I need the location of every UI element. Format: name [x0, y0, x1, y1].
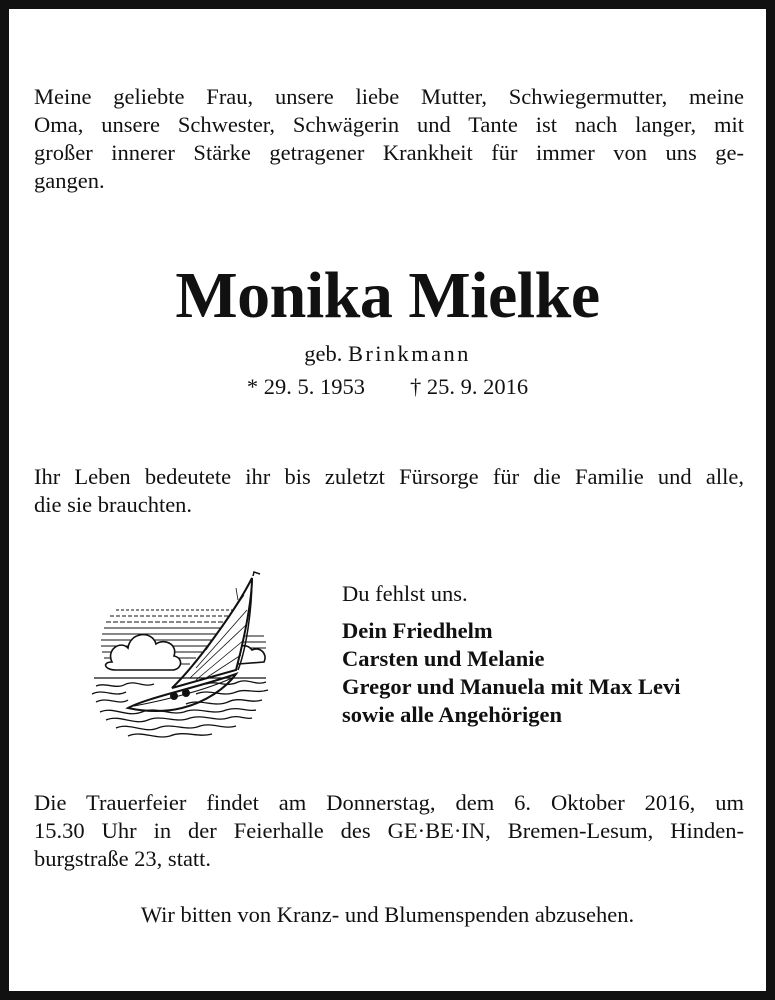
- deceased-name: Monika Mielke: [175, 259, 600, 332]
- signature-line: Dein Friedhelm: [342, 618, 493, 643]
- service-line: 15.30 Uhr in der Feierhalle des GE·BE·IN, Bremen-Lesum, Hinden-: [34, 818, 744, 843]
- life-paragraph: [34, 463, 744, 519]
- intro-line: gangen.: [34, 168, 105, 193]
- intro-line: großer innerer Stärke getragener Krankheit für immer von uns ge-: [34, 140, 744, 165]
- birth-date: * 29. 5. 1953: [246, 374, 365, 399]
- signoff-message: Du fehlst uns.: [342, 581, 468, 606]
- signoff-block: [342, 580, 681, 729]
- birth-name-prefix: geb.: [304, 341, 343, 366]
- intro-line: Oma, unsere Schwester, Schwägerin und Tante ist nach langer, mit: [34, 112, 744, 137]
- signature-line: sowie alle Angehörigen: [342, 702, 562, 727]
- signature-line: Gregor und Manuela mit Max Levi: [342, 674, 681, 699]
- intro-paragraph: [34, 83, 744, 195]
- sailboat-icon: [86, 570, 271, 745]
- life-line: Ihr Leben bedeutete ihr bis zuletzt Fürsorge für die Familie und alle,: [34, 464, 744, 489]
- flowers-note: Wir bitten von Kranz- und Blumenspenden abzusehen.: [140, 902, 635, 927]
- birth-name-value: Brinkmann: [347, 341, 471, 366]
- signature-line: Carsten und Melanie: [342, 646, 545, 671]
- life-line: die sie brauchten.: [34, 492, 193, 517]
- intro-line: Meine geliebte Frau, unsere liebe Mutter, Schwiegermutter, meine: [34, 84, 744, 109]
- birth-name: [0, 340, 775, 368]
- service-line: Die Trauerfeier findet am Donnerstag, dem 6. Oktober 2016, um: [34, 790, 744, 815]
- life-dates: [0, 373, 775, 401]
- service-line: burgstraße 23, statt.: [34, 846, 212, 871]
- service-paragraph: [34, 789, 744, 873]
- death-date: † 25. 9. 2016: [410, 374, 529, 399]
